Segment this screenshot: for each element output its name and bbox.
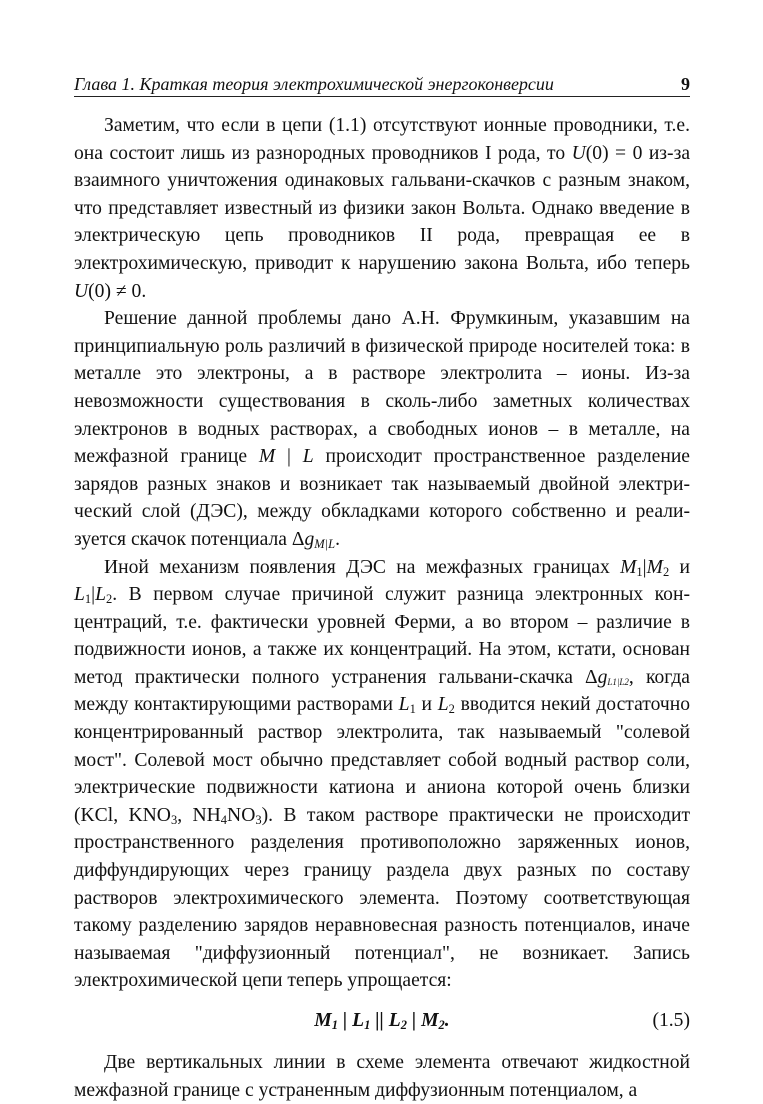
paragraph-salt-bridge: Иной механизм появления ДЭС на межфазных границах $M_1|M_2$ и $L_1|L_2$. В первом случае причиной служит разница электронных концентраций, т.е. фактически уровней Ферми, а во втором – различие в подвижности ионов, а также их концентраций. На этом, кстати, основан метод практически полного устранения гальвани-скачка $\Delta g_{L1|L2}$, когда между контактирующими растворами $L_1$ и $L_2$ вводится некий достаточно концентрированный раствор электролита, так называемый "солевой мост". Солевой мост обычно представляет собой водный раствор соли, электрические подвижности катиона и аниона которой очень близки (KCl, $KNO_3$, $NH_4NO_3$). В таком растворе практически не происходит пространственного разделения противоположно заряженных ионов, диффундирующих через границу раздела двух разных по составу растворов электрохимического элемента. Поэтому соответствующая такому разделению зарядов неравновесная разность потенциалов, иначе называемая "диффузионный потенциал", не возникает. Запись электрохимической цепи теперь упрощается: <box>74 556 691 992</box>
equation-1-5 <box>74 999 690 1043</box>
page-number: 9 <box>681 74 690 94</box>
paragraph-frumkin: Решение данной проблемы дано А.Н. Фрумкиным, указавшим на принципиальную роль различий в физической природе носителей тока: в металле это электроны, а в растворе электролита – ионы. Из-за невозможности существования в сколь-либо заметных количествах электронов в водных растворах, а свободных ионов – в металле, на межфазной границе M | L происходит пространственное разделение зарядов разных знаков и возникает так называемый двойной электрический слой (ДЭС), между обкладками которого собственно и реализуется скачок потенциала $\Delta g_{M|L}$. <box>74 308 690 551</box>
chapter-title: Глава 1. Краткая теория электрохимической энергоконверсии <box>74 74 554 94</box>
body-text <box>74 112 690 1104</box>
equation-body: $M_1$ | $L_1$ || $L_2$ | $M_2$. <box>314 1010 450 1032</box>
equation-number: (1.5) <box>652 1010 690 1031</box>
paragraph-double-lines: Две вертикальных линии в схеме элемента отвечают жидкостной межфазной границе с устраненным диффузионным потенциалом, а <box>74 1052 690 1101</box>
paragraph-volta-law: Заметим, что если в цепи (1.1) отсутствуют ионные проводники, т.е. она состоит лишь из разнородных проводников I рода, то U(0) = 0 из-за взаимного уничтожения одинаковых гальвани-скачков с разным знаком, что представляет известный из физики закон Вольта. Однако введение в электрическую цепь проводников II рода, превращая ее в электрохимическую, приводит к нарушению закона Вольта, ибо теперь U(0) ≠ 0. <box>74 115 691 302</box>
running-header <box>74 70 690 97</box>
